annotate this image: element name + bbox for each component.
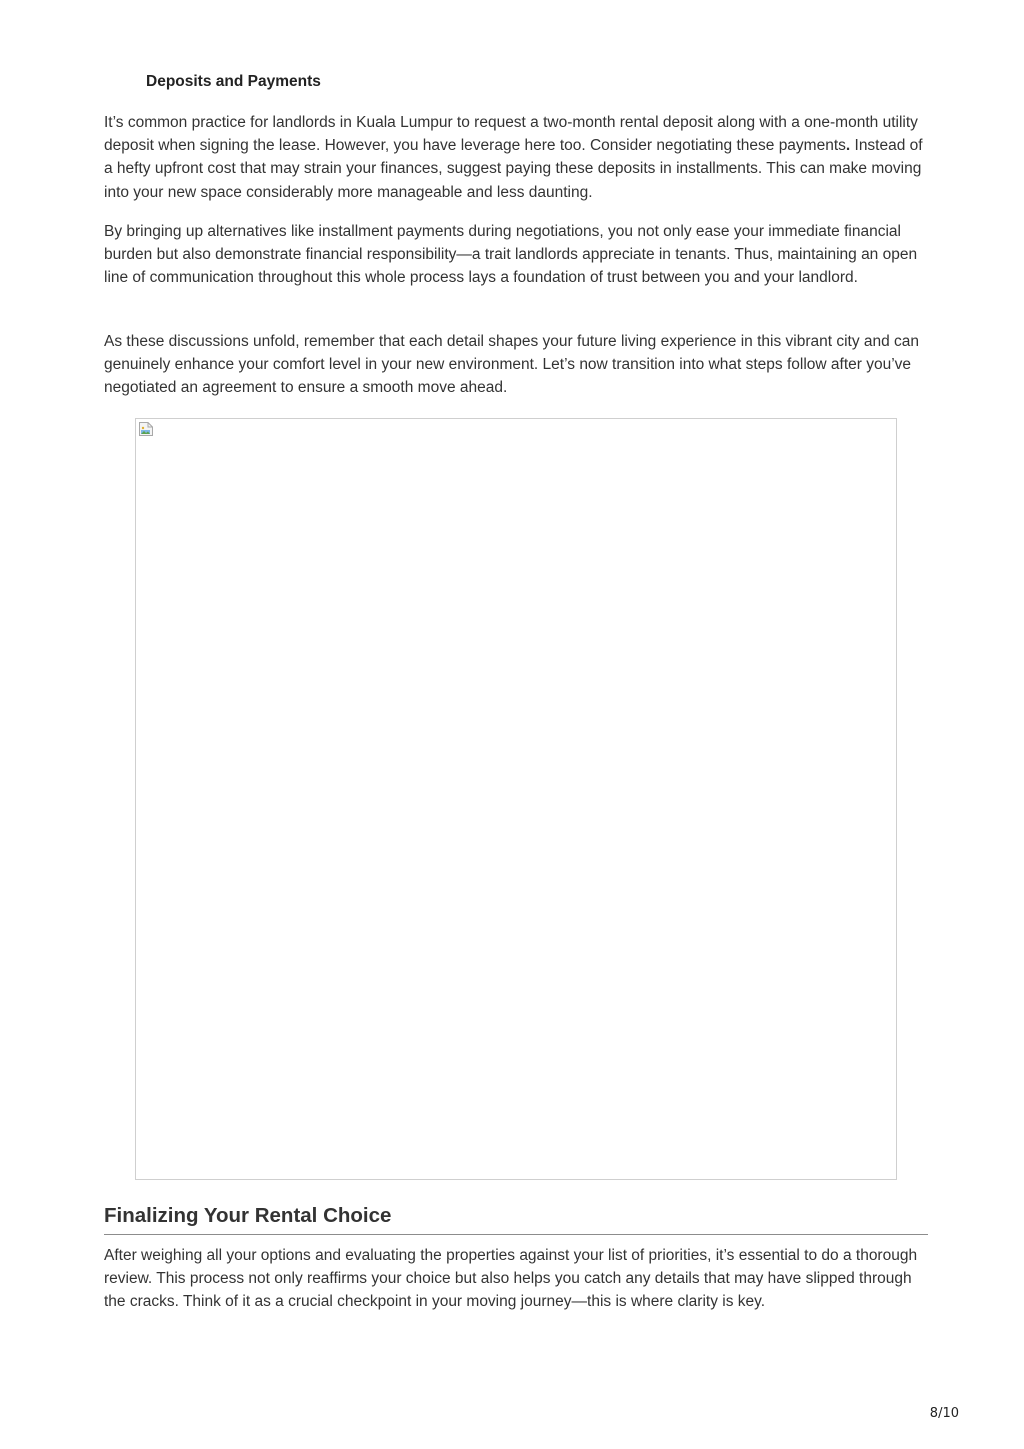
paragraph-deposits xyxy=(104,111,930,204)
subheading-deposits-and-payments: Deposits and Payments xyxy=(146,73,321,90)
paragraph-transition: As these discussions unfold, remember that each detail shapes your future living experience in this vibrant city and can genuinely enhance your comfort level in your new environment. Let’s now transition into what steps follow after you’ve negotiated an agreement to ensure a smooth move ahead. xyxy=(104,333,920,397)
paragraph-deposits-text-a: It’s common practice for landlords in Kuala Lumpur to request a two-month rental deposit along with a one-month utility deposit when signing the lease. However, you have leverage here too. Consider negotiating these payments xyxy=(104,114,918,155)
paragraph-deposits-bold-period: . xyxy=(845,137,851,155)
paragraph-deposits-text-b: Instead of a hefty upfront cost that may strain your finances, suggest paying these deposits in installments. This can make moving into your new space considerably more manageable and less daunting. xyxy=(104,137,923,201)
broken-image-icon xyxy=(138,421,154,437)
paragraph-installments: By bringing up alternatives like installment payments during negotiations, you not only ease your immediate financial burden but also demonstrate financial responsibility—a trait landlords appreciate in tenants. Thus, maintaining an open line of communication throughout this whole process lays a foundation of trust between you and your landlord. xyxy=(104,223,918,287)
article-image-placeholder xyxy=(135,418,897,1180)
section-heading-finalizing: Finalizing Your Rental Choice xyxy=(104,1204,928,1235)
paragraph-final-review: After weighing all your options and evaluating the properties against your list of priorities, it’s essential to do a thorough review. This process not only reaffirms your choice but also helps you catch any details that may have slipped through the cracks. Think of it as a crucial checkpoint in your moving journey—this is where clarity is key. xyxy=(104,1247,918,1311)
page-number: 8/10 xyxy=(929,1406,959,1421)
